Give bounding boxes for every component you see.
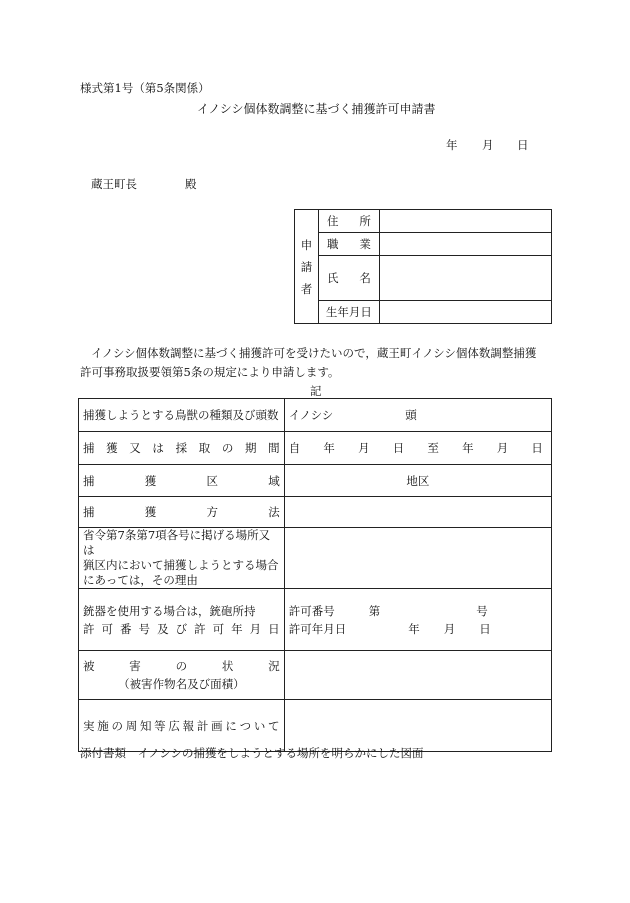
gun-label-1: 銃器を使用する場合は，銃砲所持 <box>83 603 256 618</box>
period-from-day: 日 <box>392 441 405 455</box>
vertical-char-2: 請 <box>300 259 313 274</box>
body-text-line-1: イノシシ個体数調整に基づく捕獲許可を受けたいので，蔵王町イノシシ個体数調整捕獲 <box>91 346 537 360</box>
reason-row <box>79 528 552 589</box>
body-text-line-2: 許可事務取扱要領第5条の規定により申請します。 <box>80 365 340 379</box>
occupation-value[interactable] <box>379 233 551 256</box>
name-value[interactable] <box>379 256 551 301</box>
permit-dai: 第 <box>368 603 381 618</box>
publicity-row: 実 施 の 周 知 等 広 報 計 画 に つ い て <box>79 700 552 752</box>
period-to-month: 月 <box>496 441 509 455</box>
permit-date-month: 月 <box>443 621 456 636</box>
period-to-day: 日 <box>531 441 543 455</box>
date-month: 月 <box>482 138 494 152</box>
permit-date-day: 日 <box>479 621 491 636</box>
addressee-honorific: 殿 <box>185 177 197 191</box>
vertical-char-3: 者 <box>300 281 313 296</box>
attachment-note: 添付書類 イノシシの捕獲をしようとする場所を明らかにした図面 <box>80 746 424 760</box>
permit-date-year: 年 <box>408 621 420 636</box>
period-from-month: 月 <box>358 441 370 455</box>
permit-number-label: 許可番号 <box>288 603 335 618</box>
publicity-value[interactable] <box>284 700 551 752</box>
period-from: 自 <box>288 441 301 455</box>
reason-label-3: にあっては，その理由 <box>83 573 198 587</box>
addressee-name: 蔵王町長 <box>91 177 137 191</box>
method-value[interactable] <box>284 497 551 528</box>
ki-label: 記 <box>310 384 322 398</box>
method-row: 捕 獲 方 法 <box>79 497 552 528</box>
vertical-char-1: 申 <box>300 237 313 252</box>
address-value[interactable] <box>379 210 551 233</box>
permit-date-label: 許可年月日 <box>288 621 347 636</box>
form-number: 様式第1号（第5条関係） <box>80 81 210 95</box>
species-label: 捕獲しようとする鳥獣の種類及び頭数 <box>79 399 285 432</box>
period-to-year: 年 <box>462 441 474 455</box>
damage-row: 被 害 の 状 況 （被害作物名及び面積） <box>79 651 552 700</box>
damage-sub-label: （被害作物名及び面積） <box>118 677 245 691</box>
reason-label-1: 省令第7条第7項各号に掲げる場所又は <box>83 528 271 557</box>
gun-row: 銃器を使用する場合は，銃砲所持 許 可 番 号 及 び 許 可 年 月 日 許可番号 第 号 許可年月日 年 月 日 <box>79 589 552 651</box>
applicant-vertical-label <box>295 210 319 324</box>
period-row: 捕 獲 又 は 採 取 の 期 間 自 年 月 日 至 年 月 日 <box>79 432 552 465</box>
species-unit: 頭 <box>405 408 417 422</box>
damage-value[interactable] <box>284 651 551 700</box>
document-title: イノシシ個体数調整に基づく捕獲許可申請書 <box>197 102 436 116</box>
period-from-year: 年 <box>323 441 335 455</box>
period-to: 至 <box>427 441 439 455</box>
species-row <box>79 399 552 432</box>
area-row: 捕 獲 区 域 地区 <box>79 465 552 497</box>
permit-go: 号 <box>476 603 488 618</box>
main-table <box>78 398 552 752</box>
applicant-table: 申 請 者 住 所 職 業 氏 名 生年月日 <box>294 209 552 324</box>
date-day: 日 <box>517 138 529 152</box>
date-year: 年 <box>446 138 458 152</box>
birthdate-label: 生年月日 <box>318 301 379 324</box>
birthdate-value[interactable] <box>379 301 551 324</box>
reason-value[interactable] <box>284 528 551 589</box>
reason-label-2: 猟区内において捕獲しようとする場合 <box>83 558 279 572</box>
area-value: 地区 <box>284 465 551 497</box>
species-animal: イノシシ <box>288 408 334 422</box>
